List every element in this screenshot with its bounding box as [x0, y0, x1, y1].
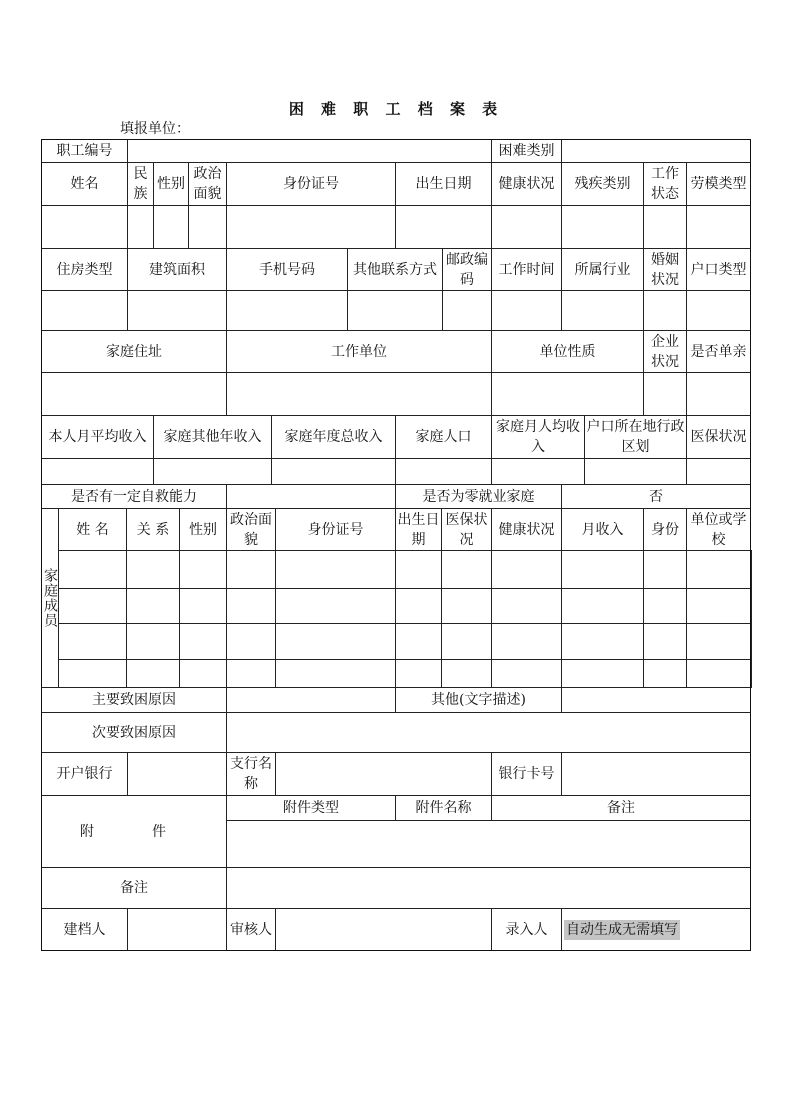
creator-field[interactable]: [127, 908, 227, 951]
family-other-income-field[interactable]: [153, 458, 272, 485]
employer-field[interactable]: [226, 372, 492, 416]
family-political-status-field[interactable]: [226, 659, 276, 688]
header-health-status: 健康状况: [491, 162, 562, 206]
family-employer-school-field[interactable]: [686, 623, 752, 660]
family-political-status-field[interactable]: [226, 588, 276, 624]
postal-code-field[interactable]: [442, 290, 492, 331]
bank-field[interactable]: [127, 752, 227, 796]
work-time-field[interactable]: [491, 290, 562, 331]
attachments-label: [41, 795, 227, 868]
employer-nature-field[interactable]: [491, 372, 644, 416]
header-enterprise-status: 企业状况: [643, 330, 687, 373]
family-name-field[interactable]: [58, 550, 127, 589]
family-id-number-field[interactable]: [275, 623, 396, 660]
family-total-income-field[interactable]: [271, 458, 396, 485]
secondary-cause-field[interactable]: [226, 712, 751, 753]
name-field[interactable]: [41, 205, 128, 249]
family-health-status-field[interactable]: [491, 588, 562, 624]
header-hukou-type: 户口类型: [686, 248, 751, 291]
family-name-field[interactable]: [58, 659, 127, 688]
family-identity-field[interactable]: [643, 550, 687, 589]
family-monthly-income-field[interactable]: [561, 550, 644, 589]
family-relation-field[interactable]: [126, 550, 180, 589]
header-political-status: 政治面貌: [188, 162, 227, 206]
header-name: 姓名: [41, 162, 128, 206]
header-disability-type: 残疾类别: [561, 162, 644, 206]
family-relation-field[interactable]: [126, 659, 180, 688]
attachment-name-header: 附件名称: [395, 795, 492, 821]
family-birth-date-field[interactable]: [395, 623, 442, 660]
header-work-status: 工作状态: [643, 162, 687, 206]
header-hukou-region: 户口所在地行政区划: [584, 415, 687, 459]
auto-generated-note: 自动生成无需填写: [566, 921, 678, 938]
marital-status-field[interactable]: [643, 290, 687, 331]
family-header-employer-school: 单位或学校: [686, 508, 751, 551]
other-description-label: 其他(文字描述): [395, 687, 562, 713]
hardship-type-label: 困难类别: [491, 139, 562, 163]
family-id-number-field[interactable]: [275, 659, 396, 688]
family-name-field[interactable]: [58, 623, 127, 660]
other-contact-field[interactable]: [347, 290, 443, 331]
hukou-type-field[interactable]: [686, 290, 751, 331]
header-birth-date: 出生日期: [395, 162, 492, 206]
header-industry: 所属行业: [561, 248, 644, 291]
entry-person-field: [561, 908, 751, 951]
ethnicity-field[interactable]: [127, 205, 154, 249]
attachments-label-text: 附 件: [80, 823, 188, 840]
branch-label: 支行名称: [226, 752, 276, 796]
work-status-field[interactable]: [643, 205, 687, 249]
header-mobile-number: 手机号码: [226, 248, 348, 291]
family-health-status-field[interactable]: [491, 659, 562, 688]
header-employer: 工作单位: [226, 330, 492, 373]
family-header-political-status: 政治面貌: [226, 508, 276, 551]
health-status-field[interactable]: [491, 205, 562, 249]
family-header-relation: 关 系: [126, 508, 180, 551]
family-monthly-income-field[interactable]: [561, 623, 644, 660]
family-size-field[interactable]: [395, 458, 492, 485]
enterprise-status-field[interactable]: [643, 372, 687, 416]
family-members-label: 家庭成员: [41, 508, 59, 688]
header-postal-code: 邮政编码: [442, 248, 492, 291]
primary-cause-field[interactable]: [226, 687, 396, 713]
family-header-id-number: 身份证号: [275, 508, 396, 551]
form-title: 困 难 职 工 档 案 表: [288, 100, 504, 118]
header-monthly-income: 本人月平均收入: [41, 415, 154, 459]
political-status-field[interactable]: [188, 205, 227, 249]
header-building-area: 建筑面积: [127, 248, 227, 291]
header-employer-nature: 单位性质: [491, 330, 644, 373]
disability-type-field[interactable]: [561, 205, 644, 249]
other-description-field[interactable]: [561, 687, 751, 713]
self-help-field[interactable]: [226, 484, 396, 509]
monthly-income-field[interactable]: [41, 458, 154, 485]
id-number-field[interactable]: [226, 205, 396, 249]
header-housing-type: 住房类型: [41, 248, 128, 291]
family-medical-insurance-field[interactable]: [441, 588, 492, 624]
header-marital-status: 婚姻状况: [643, 248, 687, 291]
family-birth-date-field[interactable]: [395, 588, 442, 624]
header-id-number: 身份证号: [226, 162, 396, 206]
family-monthly-income-field[interactable]: [561, 659, 644, 688]
family-employer-school-field[interactable]: [686, 550, 752, 589]
home-address-field[interactable]: [41, 372, 227, 416]
card-number-label: 银行卡号: [491, 752, 562, 796]
industry-field[interactable]: [561, 290, 644, 331]
self-help-label: 是否有一定自救能力: [41, 484, 227, 509]
family-relation-field[interactable]: [126, 623, 180, 660]
zero-employment-label: 是否为零就业家庭: [395, 484, 562, 509]
family-header-name: 姓 名: [58, 508, 127, 551]
medical-insurance-field[interactable]: [686, 458, 751, 485]
employee-id-field[interactable]: [127, 139, 492, 163]
family-employer-school-field[interactable]: [686, 588, 752, 624]
family-header-birth-date: 出生日期: [395, 508, 442, 551]
reviewer-label: 审核人: [226, 908, 276, 951]
hardship-type-field[interactable]: [561, 139, 751, 163]
header-family-other-income: 家庭其他年收入: [153, 415, 272, 459]
attachment-type-header: 附件类型: [226, 795, 396, 821]
reviewer-field[interactable]: [275, 908, 492, 951]
family-medical-insurance-field[interactable]: [441, 659, 492, 688]
header-medical-insurance: 医保状况: [686, 415, 751, 459]
header-per-capita-income: 家庭月人均收入: [491, 415, 585, 459]
secondary-cause-label: 次要致困原因: [41, 712, 227, 753]
branch-field[interactable]: [275, 752, 492, 796]
header-work-time: 工作时间: [491, 248, 562, 291]
per-capita-income-field[interactable]: [491, 458, 585, 485]
family-id-number-field[interactable]: [275, 550, 396, 589]
zero-employment-field[interactable]: 否: [561, 484, 751, 509]
header-gender: 性别: [153, 162, 189, 206]
header-model-worker-type: 劳模类型: [686, 162, 751, 206]
family-gender-field[interactable]: [179, 659, 227, 688]
header-family-total-income: 家庭年度总收入: [271, 415, 396, 459]
employee-id-label: 职工编号: [41, 139, 128, 163]
family-gender-field[interactable]: [179, 623, 227, 660]
remarks-label: 备注: [41, 867, 227, 909]
family-political-status-field[interactable]: [226, 550, 276, 589]
family-header-identity: 身份: [643, 508, 687, 551]
family-identity-field[interactable]: [643, 588, 687, 624]
creator-label: 建档人: [41, 908, 128, 951]
family-monthly-income-field[interactable]: [561, 588, 644, 624]
family-birth-date-field[interactable]: [395, 659, 442, 688]
mobile-number-field[interactable]: [226, 290, 348, 331]
remarks-field[interactable]: [226, 867, 751, 909]
building-area-field[interactable]: [127, 290, 227, 331]
family-header-medical-insurance: 医保状况: [441, 508, 492, 551]
hukou-region-field[interactable]: [584, 458, 687, 485]
gender-field[interactable]: [153, 205, 189, 249]
family-health-status-field[interactable]: [491, 550, 562, 589]
header-single-parent: 是否单亲: [686, 330, 751, 373]
single-parent-field[interactable]: [686, 372, 751, 416]
housing-type-field[interactable]: [41, 290, 128, 331]
family-id-number-field[interactable]: [275, 588, 396, 624]
attachments-area[interactable]: [226, 820, 751, 868]
fill-unit-label: 填报单位：: [120, 121, 190, 137]
header-family-size: 家庭人口: [395, 415, 492, 459]
family-header-gender: 性别: [179, 508, 227, 551]
family-health-status-field[interactable]: [491, 623, 562, 660]
header-other-contact: 其他联系方式: [347, 248, 443, 291]
family-employer-school-field[interactable]: [686, 659, 752, 688]
bank-label: 开户银行: [41, 752, 128, 796]
family-political-status-field[interactable]: [226, 623, 276, 660]
family-birth-date-field[interactable]: [395, 550, 442, 589]
family-identity-field[interactable]: [643, 623, 687, 660]
family-gender-field[interactable]: [179, 588, 227, 624]
birth-date-field[interactable]: [395, 205, 492, 249]
card-number-field[interactable]: [561, 752, 751, 796]
family-header-health-status: 健康状况: [491, 508, 562, 551]
family-name-field[interactable]: [58, 588, 127, 624]
family-identity-field[interactable]: [643, 659, 687, 688]
family-medical-insurance-field[interactable]: [441, 550, 492, 589]
header-home-address: 家庭住址: [41, 330, 227, 373]
family-gender-field[interactable]: [179, 550, 227, 589]
attachment-note-header: 备注: [491, 795, 751, 821]
entry-person-label: 录入人: [491, 908, 562, 951]
primary-cause-label: 主要致困原因: [41, 687, 227, 713]
header-ethnicity: 民族: [127, 162, 154, 206]
family-relation-field[interactable]: [126, 588, 180, 624]
family-medical-insurance-field[interactable]: [441, 623, 492, 660]
family-header-monthly-income: 月收入: [561, 508, 644, 551]
model-worker-type-field[interactable]: [686, 205, 751, 249]
